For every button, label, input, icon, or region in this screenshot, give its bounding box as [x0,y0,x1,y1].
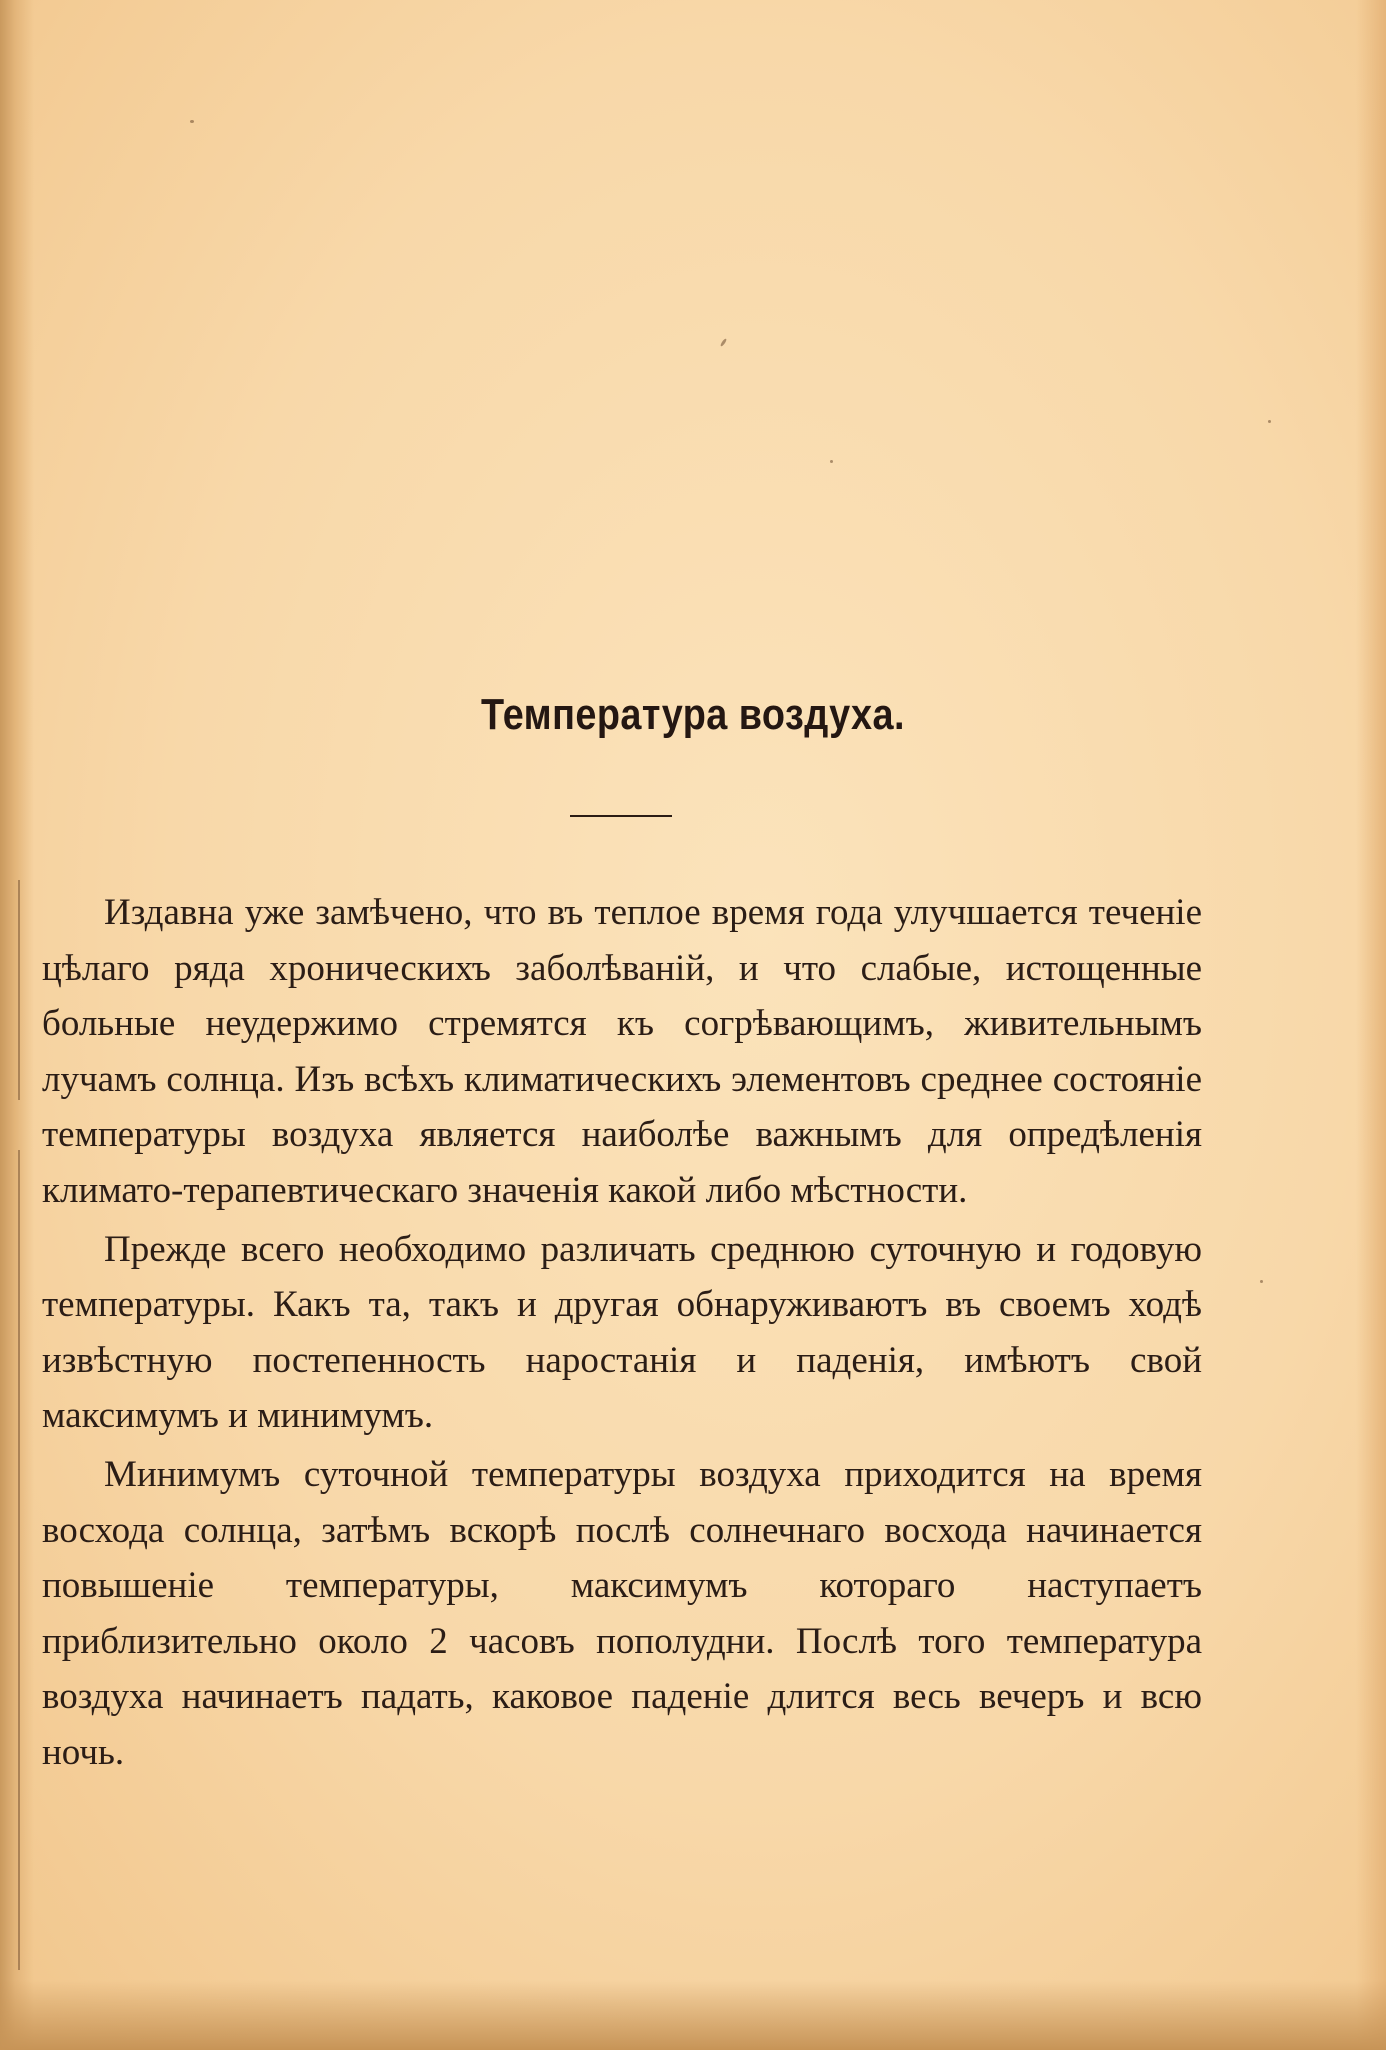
spine-shadow [0,0,34,2050]
paper-speck [830,460,833,463]
page-title: Температура воздуха. [481,690,905,739]
spine-edge-mark [18,880,20,1100]
paragraph-3: Минимумъ суточной температуры воздуха приходится на время восхода солнца, затѣмъ вскорѣ послѣ солнечнаго восхода начинается повышеніе температуры, максимумъ котораго наступаетъ приблизительно около 2 часовъ пополудни. Послѣ того температура воздуха начинаетъ падать, каковое паденіе длится весь вечеръ и всю ночь. [42,1453,1202,1773]
title-divider [570,815,672,817]
paragraph-1: Издавна уже замѣчено, что въ теплое время года улучшается теченіе цѣлаго ряда хроническихъ заболѣваній, и что слабые, истощенные больные неудержимо стремятся къ согрѣвающимъ, живительнымъ лучамъ солнца. Изъ всѣхъ климатическихъ элементовъ среднее состояніе температуры воздуха является наиболѣе важнымъ для опредѣленія климато-терапевтическаго значенія какой либо мѣстности. [42,892,1202,1211]
paragraph-2: Прежде всего необходимо различать среднюю суточную и годовую температуры. Какъ та, такъ и другая обнаруживаютъ въ своемъ ходѣ извѣстную постепенность наростанія и паденія, имѣютъ свой максимумъ и минимумъ. [42,1228,1202,1437]
paper-speck [720,338,728,347]
bottom-edge-shadow [0,1980,1386,2050]
paper-speck [190,120,194,123]
paper-speck [1268,420,1271,423]
spine-edge-mark [18,1150,20,1970]
paper-speck [1260,1280,1263,1283]
body-text [42,885,1202,1784]
right-edge-shadow [1356,0,1386,2050]
